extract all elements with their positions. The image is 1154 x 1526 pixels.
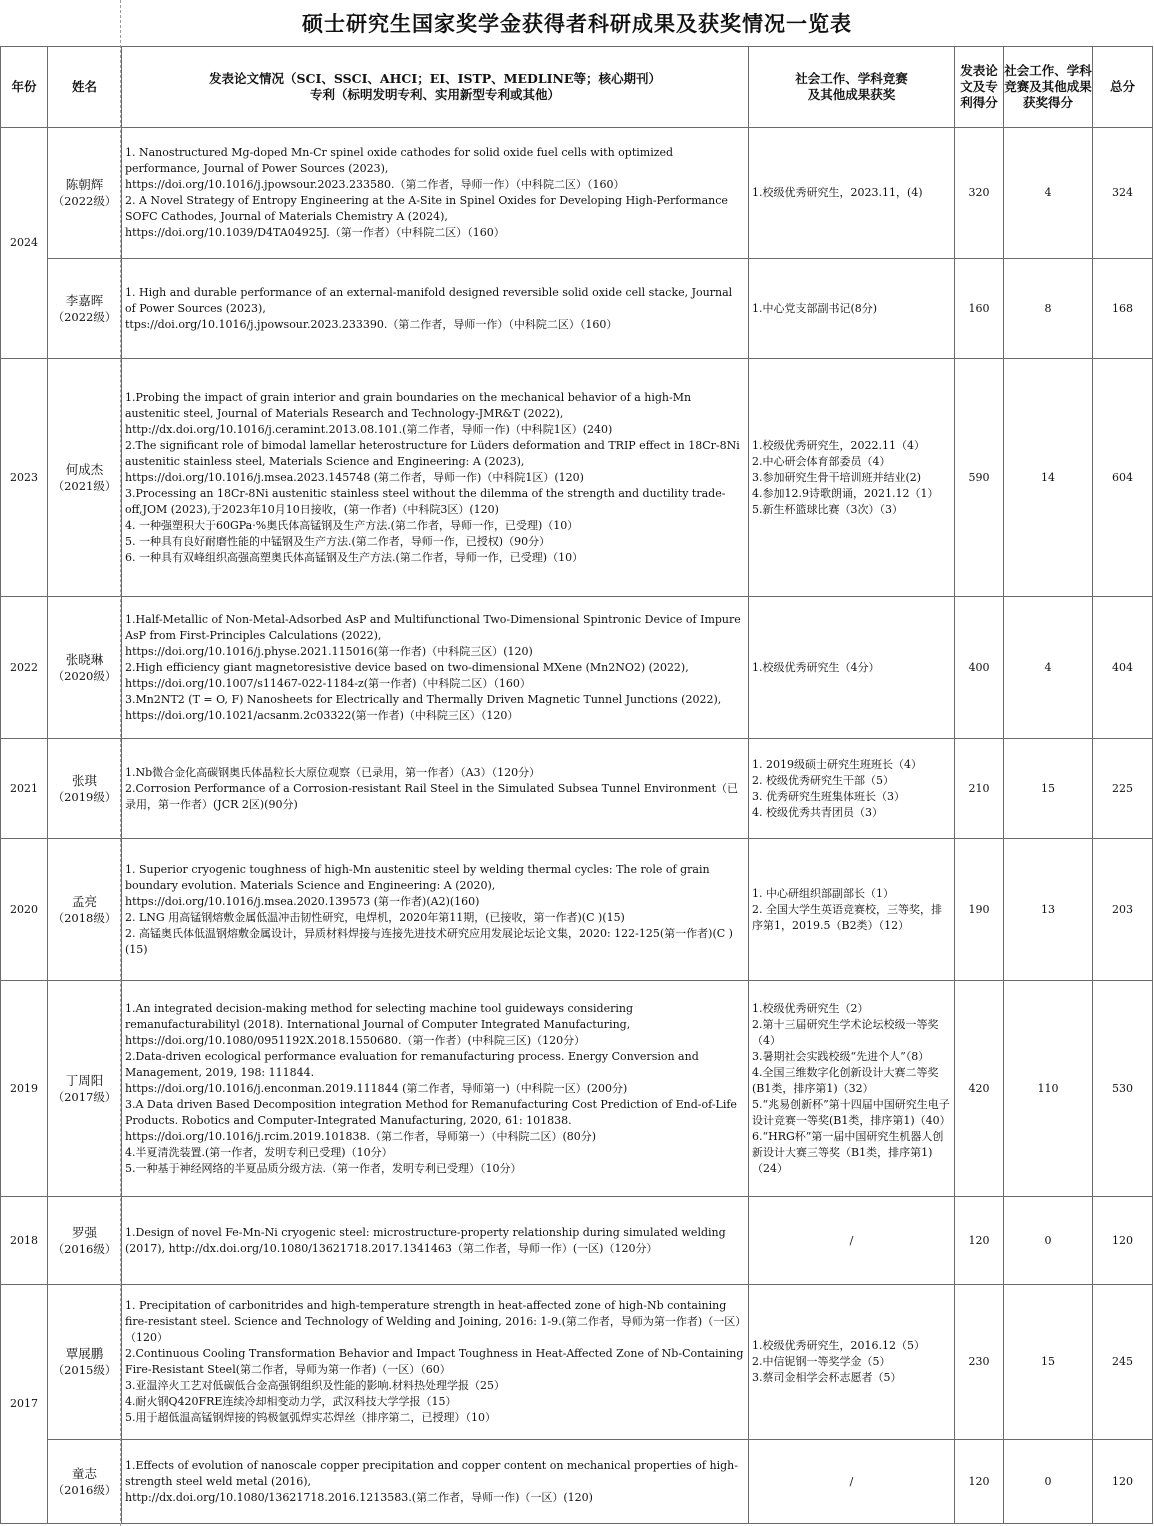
table-row (1, 128, 1153, 259)
social-item: / (849, 1474, 854, 1488)
social-item: 1. 2019级硕士研究生班班长（4） (752, 757, 922, 771)
paper-item: 4. 一种强塑积大于60GPa·%奥氏体高锰钢及生产方法.(第二作者，导师一作，已受理)（10） (125, 518, 579, 532)
awards-table (0, 46, 1153, 1524)
paper-score-cell: 190 (955, 839, 1004, 981)
total-cell: 203 (1093, 839, 1153, 981)
student-name: 丁周阳 (65, 1072, 104, 1088)
paper-score-cell: 420 (955, 981, 1004, 1197)
header-papers-line1: 发表论文情况（SCI、SSCI、AHCI；EI、ISTP、MEDLINE等；核心期刊） (209, 71, 661, 86)
papers-cell (122, 359, 749, 597)
social-item: / (849, 1233, 854, 1247)
social-item: 5.“兆易创新杯”第十四届中国研究生电子设计竞赛一等奖(B1类，排序第1)（40） (752, 1097, 951, 1127)
social-cell (749, 981, 955, 1197)
table-row (1, 1285, 1153, 1440)
header-row (1, 47, 1153, 128)
social-item: 3.暑期社会实践校级“先进个人”（8） (752, 1049, 930, 1063)
total-cell: 245 (1093, 1285, 1153, 1440)
social-item: 5.新生杯篮球比赛（3次）（3） (752, 502, 903, 516)
paper-item: 2.Corrosion Performance of a Corrosion-resistant Rail Steel in the Simulated Subsea Tunnel Environment（已录用，第一作者）(JCR 2区)(90分) (125, 781, 739, 811)
social-item: 4.参加12.9诗歌朗诵，2021.12（1） (752, 486, 939, 500)
paper-item: 1. Precipitation of carbonitrides and high-temperature strength in heat-affected zone of high-Nb containing fire-resistant steel. Science and Technology of Welding and Joining, 2016: 1-9.(第二作者，导师为第一作者)（一区）（120） (125, 1299, 741, 1344)
paper-item: 3.亚温淬火工艺对低碳低合金高强钢组织及性能的影响.材料热处理学报（25） (125, 1379, 505, 1392)
social-item: 2. 校级优秀研究生干部（5） (752, 773, 894, 787)
paper-item: 4.半夏清洗装置.(第一作者，发明专利已受理)（10分） (125, 1145, 393, 1159)
year-cell: 2023 (1, 359, 48, 597)
social-score-cell: 15 (1004, 739, 1093, 839)
social-item: 1. 中心研组织部副部长（1） (752, 886, 894, 900)
papers-cell (122, 259, 749, 359)
student-name: 孟亮 (71, 893, 97, 909)
social-score-cell: 4 (1004, 597, 1093, 739)
social-item: 1.校级优秀研究生（2） (752, 1001, 869, 1015)
student-name: 张晓琳 (65, 651, 104, 667)
paper-score-cell: 320 (955, 128, 1004, 259)
student-name: 何成杰 (65, 461, 104, 477)
paper-score-cell: 230 (955, 1285, 1004, 1440)
student-name: 张琪 (71, 772, 97, 788)
paper-item: 6. 一种具有双峰组织高强高塑奥氏体高锰钢及生产方法.(第二作者，导师一作，已受理)（10） (125, 550, 584, 564)
page-title: 硕士研究生国家奖学金获得者科研成果及获奖情况一览表 (302, 11, 852, 36)
social-score-cell: 8 (1004, 259, 1093, 359)
student-grade: （2017级） (52, 1089, 117, 1104)
name-cell (48, 839, 122, 981)
student-name: 覃展鹏 (65, 1346, 104, 1361)
paper-item: 1. Nanostructured Mg-doped Mn-Cr spinel oxide cathodes for solid oxide fuel cells with optimized performance, Journal of Power Sources (2023), https://doi.org/10.1016/j.jpowsour.2023.233580.（第二作者，导师一作）（中科院二区）（160） (125, 146, 674, 191)
social-score-cell: 0 (1004, 1440, 1093, 1524)
paper-score-cell: 160 (955, 259, 1004, 359)
social-item: 1.校级优秀研究生，2023.11，(4) (752, 186, 923, 199)
social-score-cell: 4 (1004, 128, 1093, 259)
social-cell (749, 1197, 955, 1285)
header-name: 姓名 (48, 47, 122, 128)
paper-item: 2.The significant role of bimodal lamellar heterostructure for Lüders deformation and TRIP effect in 18Cr-8Ni austenitic stainless steel, Materials Science and Engineering: A (2023), https://doi.org/10.1016/j.msea.2023.145748 (第二作者，导师一作)（中科院1区）(120) (125, 438, 740, 484)
header-social-line2: 及其他成果获奖 (807, 87, 896, 102)
papers-cell (122, 981, 749, 1197)
year-cell: 2021 (1, 739, 48, 839)
name-cell (48, 359, 122, 597)
paper-item: 1. Superior cryogenic toughness of high-Mn austenitic steel by welding thermal cycles: The role of grain boundary evolution. Materials Science and Engineering: A (2020), https://doi.org/10.1016/j.msea.2020.139573 (第一作者)(A2)(160) (125, 862, 710, 908)
social-item: 1.校级优秀研究生，2022.11（4） (752, 438, 925, 452)
paper-score-cell: 120 (955, 1440, 1004, 1524)
header-social (749, 47, 955, 128)
social-score-cell: 13 (1004, 839, 1093, 981)
paper-item: 5. 一种具有良好耐磨性能的中锰钢及生产方法.(第二作者，导师一作，已授权)（90分） (125, 534, 551, 548)
student-name: 罗强 (71, 1224, 97, 1240)
header-social-score: 社会工作、学科竞赛及其他成果获奖得分 (1004, 47, 1093, 128)
total-cell: 120 (1093, 1440, 1153, 1524)
social-item: 4.全国三维数字化创新设计大赛二等奖(B1类，排序第1)（32） (752, 1065, 939, 1095)
name-cell (48, 981, 122, 1197)
social-item: 2.中信铌钢一等奖学金（5） (752, 1355, 891, 1368)
paper-item: 5.一种基于神经网络的半夏品质分级方法.（第一作者，发明专利已受理）（10分） (125, 1161, 522, 1175)
paper-score-cell: 210 (955, 739, 1004, 839)
header-papers (122, 47, 749, 128)
paper-item: 5.用于超低温高锰钢焊接的钨极氩弧焊实芯焊丝（排序第二，已授理）（10） (125, 1411, 496, 1424)
table-row (1, 359, 1153, 597)
paper-item: 1.An integrated decision-making method for selecting machine tool guideways considering remanufacturabilityl (2018). International Journal of Computer Integrated Manufacturing, https://doi.org/10.1080/0951192X.2018.1550680.（第一作者）(中科院三区)（120分） (125, 1001, 633, 1047)
total-cell: 404 (1093, 597, 1153, 739)
paper-item: 2. 高锰奥氏体低温钢熔敷金属设计，异质材料焊接与连接先进技术研究应用发展论坛论文集，2020: 122-125(第一作者)(C )(15) (125, 926, 733, 956)
total-cell: 225 (1093, 739, 1153, 839)
papers-cell (122, 128, 749, 259)
social-item: 2.第十三届研究生学术论坛校级一等奖（4） (752, 1017, 939, 1047)
social-item: 3.参加研究生骨干培训班并结业(2) (752, 470, 922, 484)
papers-cell (122, 739, 749, 839)
year-cell: 2024 (1, 128, 48, 359)
student-name: 陈朝辉 (65, 177, 104, 192)
paper-item: 1.Design of novel Fe-Mn-Ni cryogenic steel: microstructure-property relationship during simulated welding (2017), http://dx.doi.org/10.1080/13621718.2017.1341463（第二作者，导师一作）(一区)（120分） (125, 1225, 726, 1255)
papers-cell (122, 1285, 749, 1440)
paper-item: 2. LNG 用高锰钢熔敷金属低温冲击韧性研究，电焊机，2020年第11期，(已接收，第一作者)(C )(15) (125, 910, 625, 924)
year-cell: 2022 (1, 597, 48, 739)
student-grade: （2019级） (52, 789, 117, 804)
paper-item: 2.Continuous Cooling Transformation Behavior and Impact Toughness in Heat-Affected Zone of Nb-Containing Fire-Resistant Steel(第二作者，导师为第一作者)（一区）（60） (125, 1347, 744, 1376)
student-name: 童志 (71, 1465, 97, 1481)
social-cell (749, 128, 955, 259)
table-row (1, 1440, 1153, 1524)
social-cell (749, 1285, 955, 1440)
paper-item: 1. High and durable performance of an external-manifold designed reversible solid oxide cell stacke, Journal of Power Sources (2023), ttps://doi.org/10.1016/j.jpowsour.2023.233390.（第二作者，导师一作）（中科院二区）（160） (125, 285, 733, 331)
social-score-cell: 15 (1004, 1285, 1093, 1440)
name-cell (48, 1440, 122, 1524)
paper-item: 2.Data-driven ecological performance evaluation for remanufacturing process. Energy Conversion and Management, 2019, 198: 111844. https://doi.org/10.1016/j.enconman.2019.111844 (第二作者，导师第一)（中科院一区）(200分) (125, 1049, 699, 1095)
social-item: 4. 校级优秀共青团员（3） (752, 805, 883, 819)
total-cell: 168 (1093, 259, 1153, 359)
student-grade: （2018级） (52, 910, 117, 925)
student-grade: （2022级） (52, 309, 117, 324)
student-grade: （2021级） (52, 478, 117, 493)
student-grade: （2016级） (52, 1241, 117, 1256)
table-row (1, 259, 1153, 359)
student-grade: （2020级） (52, 668, 117, 683)
paper-item: 1.Probing the impact of grain interior and grain boundaries on the mechanical behavior of a high-Mn austenitic steel, Journal of Materials Research and Technology-JMR&T (2022), http://dx.doi.org/10.1016/j.ceramint.2013.08.101.(第二作者，导师一作)（中科院1区）(240) (125, 390, 692, 436)
student-name: 李嘉晖 (65, 292, 104, 308)
social-item: 1.校级优秀研究生，2016.12（5） (752, 1339, 925, 1352)
social-item: 1.校级优秀研究生（4分） (752, 660, 880, 674)
social-score-cell: 0 (1004, 1197, 1093, 1285)
name-cell (48, 597, 122, 739)
paper-score-cell: 400 (955, 597, 1004, 739)
student-grade: （2015级） (52, 1363, 117, 1377)
paper-item: 2.High efficiency giant magnetoresistive device based on two-dimensional MXene (Mn2NO2) (2022), https://doi.org/10.1007/s11467-022-1184-z(第一作者)（中科院二区）（160） (125, 660, 689, 690)
social-item: 1.中心党支部副书记(8分) (752, 301, 878, 315)
social-cell (749, 597, 955, 739)
table-row (1, 839, 1153, 981)
paper-item: 3.A Data driven Based Decomposition integration Method for Remanufacturing Cost Prediction of End-of-Life Products. Robotics and Computer-Integrated Manufacturing, 2020, 61: 101838. https://doi.org/10.1016/j.rcim.2019.101838.（第二作者，导师第一）（中科院二区）(80分) (125, 1097, 737, 1143)
social-score-cell: 110 (1004, 981, 1093, 1197)
papers-cell (122, 1440, 749, 1524)
paper-item: 3.Mn2NT2 (T = O, F) Nanosheets for Electrically and Thermally Driven Magnetic Tunnel Junctions (2022), https://doi.org/10.1021/acsanm.2c03322(第一作者)（中科院三区）（120） (125, 692, 722, 722)
social-item: 3. 优秀研究生班集体班长（3） (752, 789, 905, 803)
name-cell (48, 739, 122, 839)
paper-item: 1.Half-Metallic of Non-Metal-Adsorbed AsP and Multifunctional Two-Dimensional Spintronic Device of Impure AsP from First-Principles Calculations (2022), https://doi.org/10.1016/j.physe.2021.115016(第一作者)（中科院三区）(120) (125, 612, 741, 658)
header-social-line1: 社会工作、学科竞赛 (795, 71, 908, 86)
social-item: 3.蔡司金相学会杯志愿者（5） (752, 1371, 902, 1384)
paper-score-cell: 120 (955, 1197, 1004, 1285)
name-cell (48, 1197, 122, 1285)
social-item: 6.“HRG杯”第一届中国研究生机器人创新设计大赛三等奖（B1类，排序第1)（24） (752, 1129, 944, 1175)
papers-cell (122, 597, 749, 739)
papers-cell (122, 1197, 749, 1285)
table-row (1, 597, 1153, 739)
student-grade: （2016级） (52, 1482, 117, 1497)
paper-item: 1.Nb微合金化高碳钢奥氏体晶粒长大原位观察（已录用，第一作者）（A3）（120分） (125, 765, 541, 779)
social-cell (749, 1440, 955, 1524)
header-papers-line2: 专利（标明发明专利、实用新型专利或其他） (309, 87, 560, 102)
papers-cell (122, 839, 749, 981)
name-cell (48, 1285, 122, 1440)
year-cell: 2018 (1, 1197, 48, 1285)
header-year: 年份 (1, 47, 48, 128)
social-item: 2.中心研会体育部委员（4） (752, 454, 891, 468)
paper-item: 4.耐火钢Q420FRE连续冷却相变动力学，武汉科技大学学报（15） (125, 1395, 457, 1408)
total-cell: 530 (1093, 981, 1153, 1197)
header-paper-score: 发表论文及专利得分 (955, 47, 1004, 128)
social-cell (749, 839, 955, 981)
total-cell: 120 (1093, 1197, 1153, 1285)
table-row (1, 981, 1153, 1197)
table-row (1, 739, 1153, 839)
paper-item: 3.Processing an 18Cr-8Ni austenitic stainless steel without the dilemma of the strength and ductility trade-off,JOM (2023),于2023年10月10日接收，(第一作者)（中科院3区）(120) (125, 486, 726, 516)
social-score-cell: 14 (1004, 359, 1093, 597)
total-cell: 604 (1093, 359, 1153, 597)
social-cell (749, 739, 955, 839)
header-total: 总分 (1093, 47, 1153, 128)
student-grade: （2022级） (52, 194, 117, 208)
social-cell (749, 259, 955, 359)
paper-score-cell: 590 (955, 359, 1004, 597)
year-cell: 2020 (1, 839, 48, 981)
paper-item: 2. A Novel Strategy of Entropy Engineering at the A-Site in Spinel Oxides for Developing High-Performance SOFC Cathodes, Journal of Materials Chemistry A (2024), https://doi.org/10.1039/D4TA04925J.（第一作者）（中科院二区）（160） (125, 194, 728, 239)
social-item: 2. 全国大学生英语竞赛校，三等奖，排序第1，2019.5（B2类）（12） (752, 902, 942, 932)
name-cell (48, 259, 122, 359)
paper-item: 1.Effects of evolution of nanoscale copper precipitation and copper content on mechanical properties of high-strength steel weld metal (2016), http://dx.doi.org/10.1080/13621718.2016.1213583.(第二作者，导师一作)（一区）(120) (125, 1458, 738, 1504)
year-cell: 2019 (1, 981, 48, 1197)
year-cell: 2017 (1, 1285, 48, 1524)
name-cell (48, 128, 122, 259)
total-cell: 324 (1093, 128, 1153, 259)
table-row (1, 1197, 1153, 1285)
social-cell (749, 359, 955, 597)
